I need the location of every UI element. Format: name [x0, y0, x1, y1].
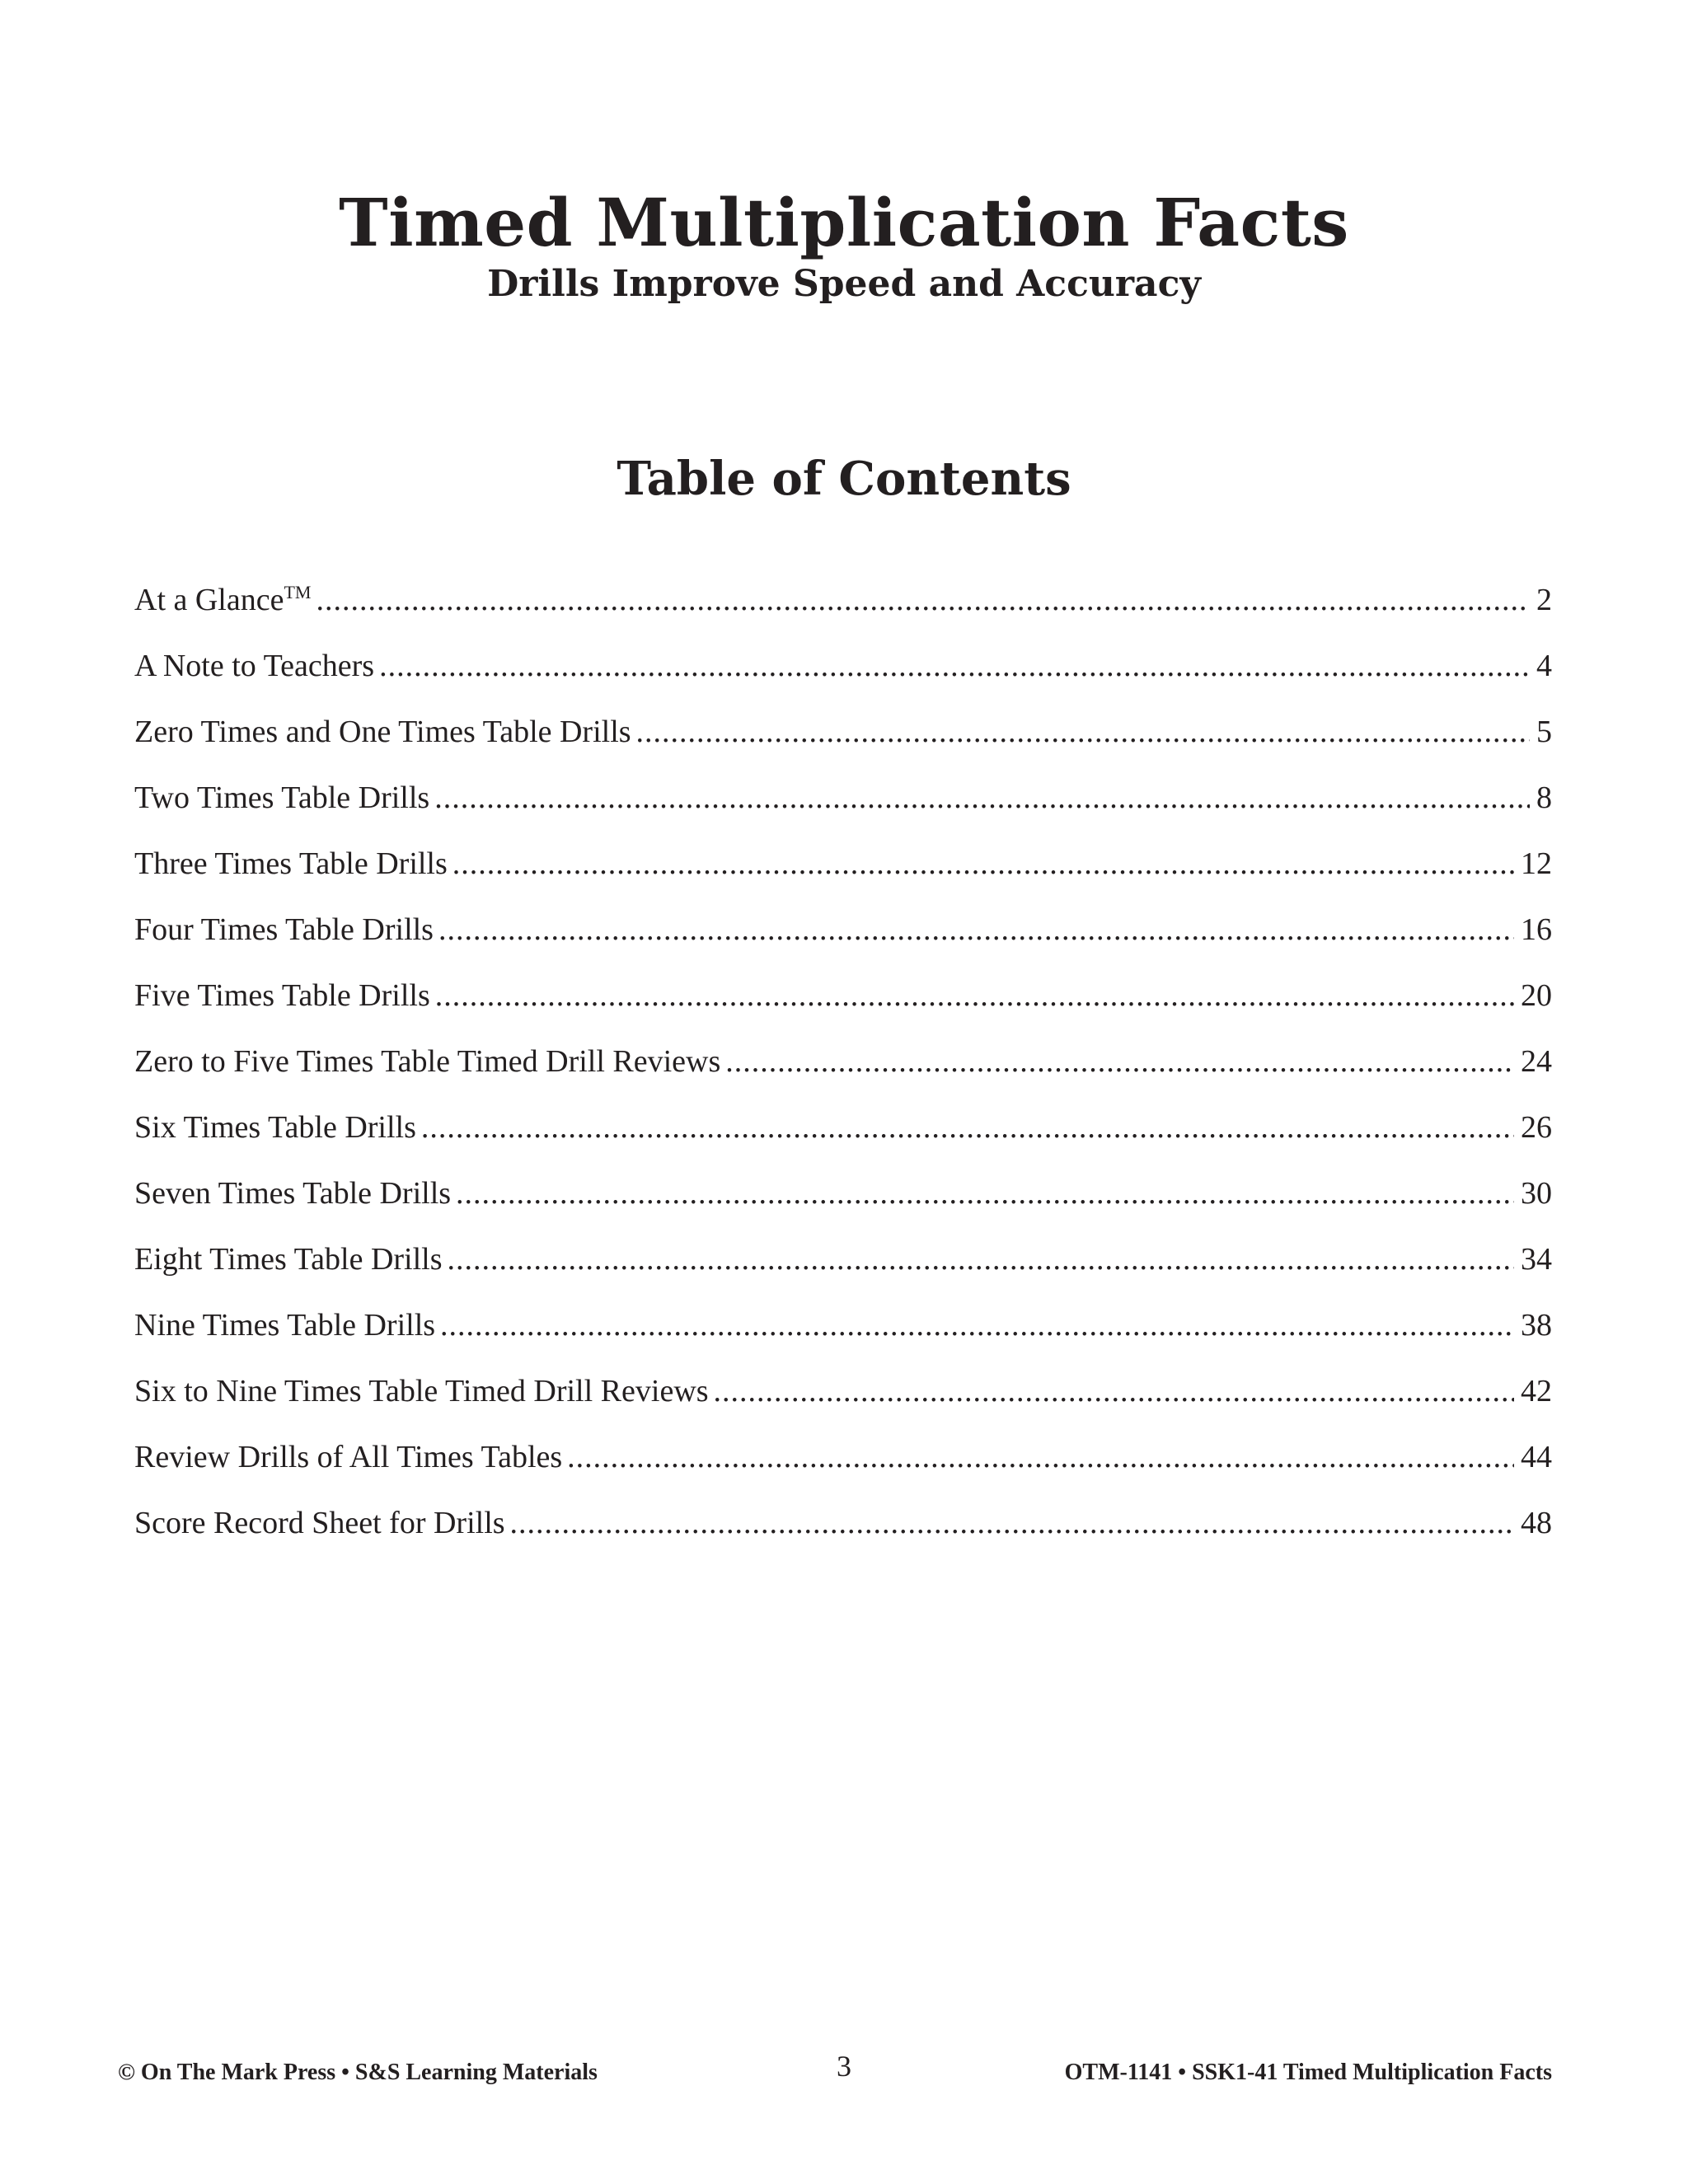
toc-entry-page: 48 [1521, 1506, 1552, 1540]
toc-entry [134, 907, 1552, 972]
toc-entry-page: 30 [1521, 1176, 1552, 1211]
toc-entry-page: 44 [1521, 1440, 1552, 1474]
toc-entry [134, 577, 1552, 643]
toc-entry-page: 38 [1521, 1308, 1552, 1343]
toc-entry-label: Five Times Table Drills [134, 978, 430, 1013]
toc-entry-page: 16 [1521, 912, 1552, 947]
footer-page-number: 3 [837, 2050, 851, 2083]
toc-entry [134, 1236, 1552, 1302]
toc-entry [134, 841, 1552, 907]
toc-entry-page: 8 [1536, 780, 1552, 815]
toc-entry-label: At a Glance™ [134, 582, 312, 617]
toc-entry-label: Seven Times Table Drills [134, 1176, 452, 1211]
toc-dot-leader [440, 1302, 1514, 1348]
toc-entry-label: Score Record Sheet for Drills [134, 1506, 505, 1540]
toc-entry [134, 1104, 1552, 1170]
toc-entry-label: Two Times Table Drills [134, 780, 430, 815]
toc-entry-label: Eight Times Table Drills [134, 1242, 443, 1277]
toc-entry-label: A Note to Teachers [134, 649, 375, 683]
toc-dot-leader [438, 907, 1514, 953]
toc-entry [134, 1038, 1552, 1104]
toc-entry [134, 1170, 1552, 1236]
toc-entry-page: 42 [1521, 1374, 1552, 1408]
toc-dot-leader [421, 1104, 1514, 1151]
toc-dot-leader [636, 709, 1530, 755]
toc-dot-leader [316, 577, 1530, 623]
toc-entry-page: 12 [1521, 846, 1552, 881]
toc-entry-page: 2 [1536, 583, 1552, 617]
toc-entry-page: 20 [1521, 978, 1552, 1013]
toc-entry-label: Zero to Five Times Table Timed Drill Reviews [134, 1044, 721, 1079]
footer-product-code: OTM-1141 • SSK1-41 Timed Multiplication Facts [1064, 2060, 1552, 2085]
toc-entry [134, 709, 1552, 775]
toc-list [134, 577, 1552, 1566]
document-subtitle: Drills Improve Speed and Accuracy [487, 263, 1201, 305]
toc-dot-leader [714, 1368, 1514, 1414]
toc-entry-page: 5 [1536, 715, 1552, 749]
toc-dot-leader [725, 1038, 1514, 1085]
toc-entry [134, 972, 1552, 1038]
toc-dot-leader [456, 1170, 1514, 1216]
toc-entry-label: Three Times Table Drills [134, 846, 448, 881]
toc-dot-leader [567, 1434, 1514, 1480]
toc-entry-label: Nine Times Table Drills [134, 1308, 436, 1343]
toc-entry [134, 1368, 1552, 1434]
toc-entry [134, 1434, 1552, 1500]
toc-entry-page: 24 [1521, 1044, 1552, 1079]
toc-entry-page: 26 [1521, 1110, 1552, 1145]
footer-publisher: © On The Mark Press • S&S Learning Materials [118, 2060, 598, 2085]
toc-dot-leader [448, 1236, 1514, 1282]
document-title: Timed Multiplication Facts [339, 184, 1349, 261]
toc-entry [134, 643, 1552, 709]
toc-entry-page: 4 [1536, 649, 1552, 683]
toc-entry-label: Review Drills of All Times Tables [134, 1440, 563, 1474]
toc-entry-page: 34 [1521, 1242, 1552, 1277]
toc-entry-label: Six to Nine Times Table Timed Drill Reviews [134, 1374, 709, 1408]
toc-dot-leader [510, 1500, 1514, 1546]
toc-dot-leader [379, 643, 1530, 689]
toc-dot-leader [434, 775, 1530, 821]
toc-dot-leader [435, 972, 1514, 1019]
toc-entry [134, 1500, 1552, 1566]
toc-entry-label: Four Times Table Drills [134, 912, 434, 947]
toc-dot-leader [452, 841, 1514, 887]
toc-entry [134, 1302, 1552, 1368]
toc-entry-label: Zero Times and One Times Table Drills [134, 715, 631, 749]
toc-heading: Table of Contents [617, 452, 1071, 506]
toc-entry-label: Six Times Table Drills [134, 1110, 416, 1145]
trademark-symbol: TM [284, 582, 312, 602]
toc-entry [134, 775, 1552, 841]
